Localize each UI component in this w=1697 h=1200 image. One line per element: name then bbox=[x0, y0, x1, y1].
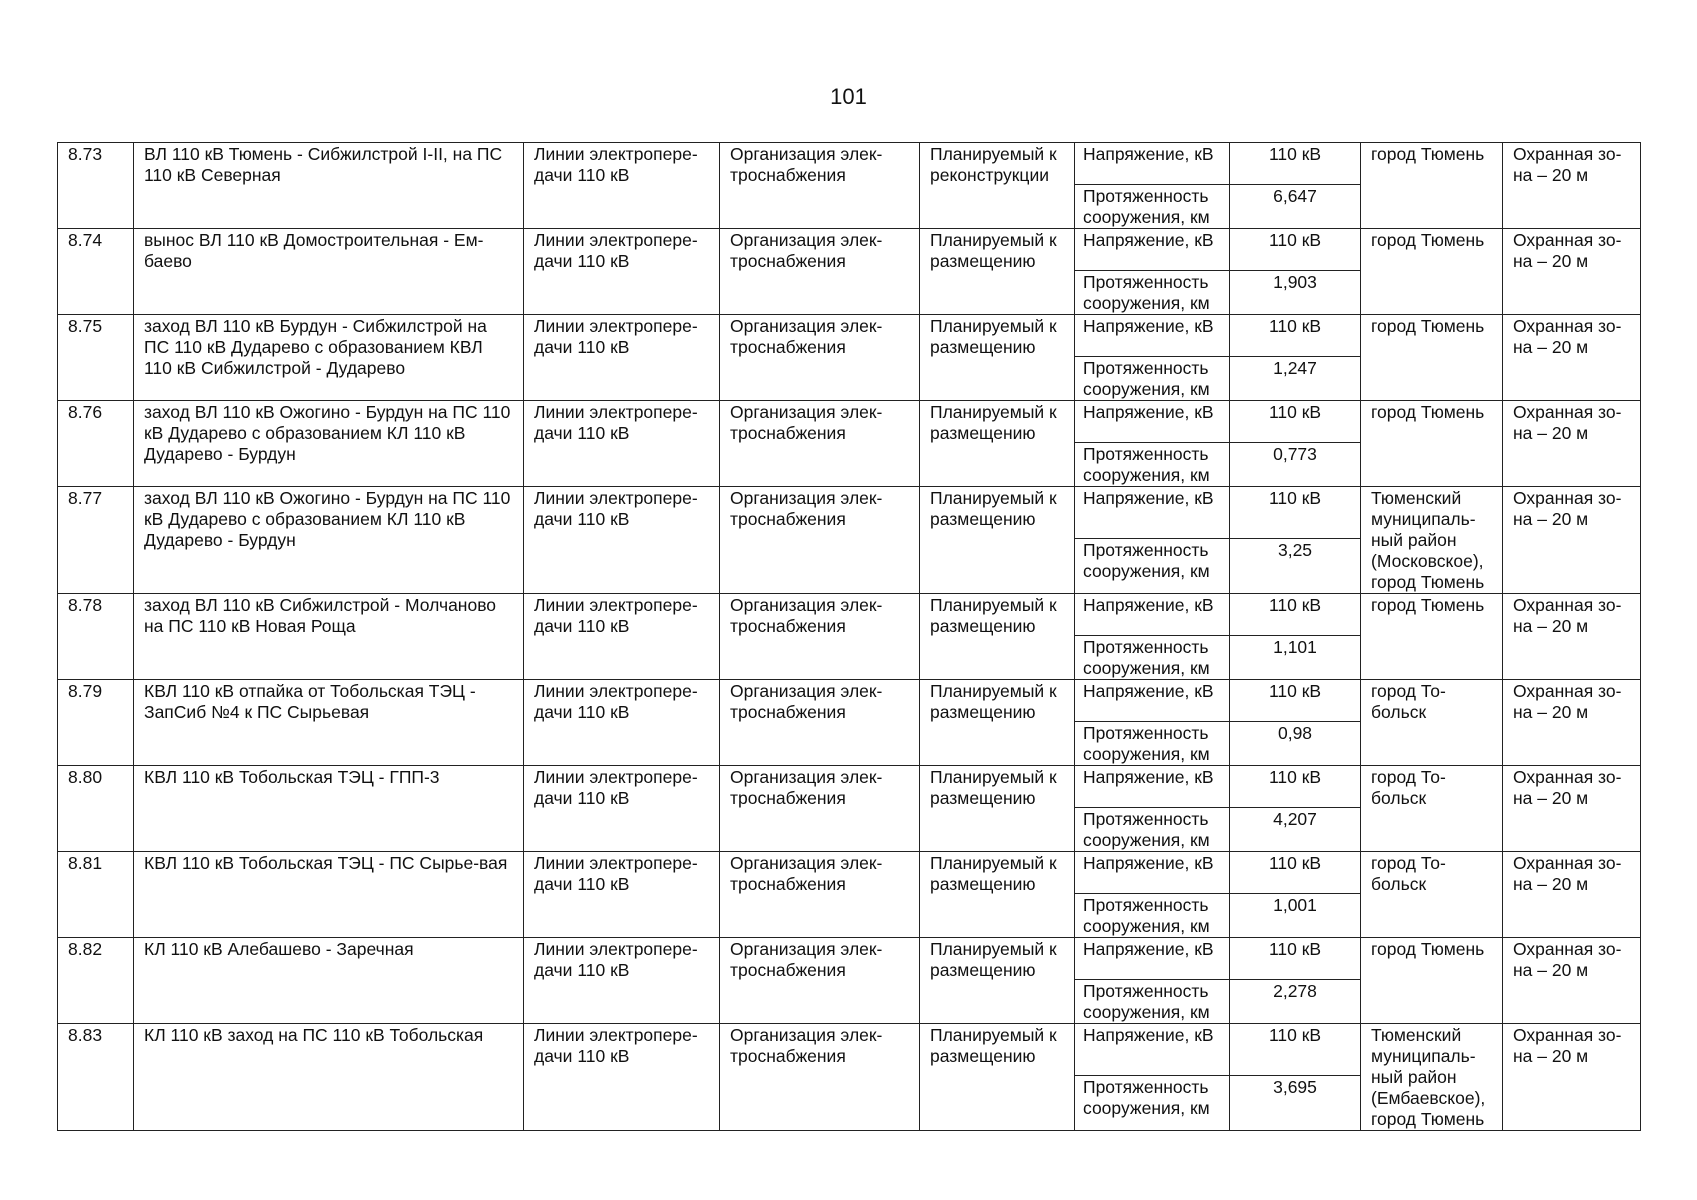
table-row bbox=[58, 852, 1641, 894]
cell-purpose: Организация элек-троснабжения bbox=[720, 852, 920, 938]
cell-voltage-value: 110 кВ bbox=[1230, 1024, 1361, 1076]
cell-length-label: Протяженность сооружения, км bbox=[1075, 357, 1230, 401]
cell-name: КВЛ 110 кВ Тобольская ТЭЦ - ГПП-3 bbox=[134, 766, 524, 852]
cell-voltage-value: 110 кВ bbox=[1230, 852, 1361, 894]
cell-voltage-value: 110 кВ bbox=[1230, 229, 1361, 271]
cell-length-value: 3,25 bbox=[1230, 539, 1361, 594]
cell-name: КЛ 110 кВ заход на ПС 110 кВ Тобольская bbox=[134, 1024, 524, 1131]
cell-purpose: Организация элек-троснабжения bbox=[720, 680, 920, 766]
cell-location: город Тюмень bbox=[1361, 315, 1503, 401]
cell-length-value: 1,001 bbox=[1230, 894, 1361, 938]
cell-type: Линии электропере-дачи 110 кВ bbox=[524, 852, 720, 938]
cell-length-label: Протяженность сооружения, км bbox=[1075, 271, 1230, 315]
cell-type: Линии электропере-дачи 110 кВ bbox=[524, 938, 720, 1024]
cell-length-value: 3,695 bbox=[1230, 1076, 1361, 1131]
cell-purpose: Организация элек-троснабжения bbox=[720, 766, 920, 852]
cell-zone: Охранная зо-на – 20 м bbox=[1503, 229, 1641, 315]
cell-status: Планируемый к размещению bbox=[920, 1024, 1075, 1131]
cell-zone: Охранная зо-на – 20 м bbox=[1503, 1024, 1641, 1131]
cell-voltage-label: Напряжение, кВ bbox=[1075, 766, 1230, 808]
cell-zone: Охранная зо-на – 20 м bbox=[1503, 594, 1641, 680]
cell-num: 8.78 bbox=[58, 594, 134, 680]
cell-status: Планируемый к размещению bbox=[920, 680, 1075, 766]
table-row bbox=[58, 766, 1641, 808]
cell-name: КВЛ 110 кВ Тобольская ТЭЦ - ПС Сырье-вая bbox=[134, 852, 524, 938]
cell-name: заход ВЛ 110 кВ Сибжилстрой - Молчаново на ПС 110 кВ Новая Роща bbox=[134, 594, 524, 680]
cell-status: Планируемый к размещению bbox=[920, 229, 1075, 315]
cell-status: Планируемый к размещению bbox=[920, 315, 1075, 401]
cell-type: Линии электропере-дачи 110 кВ bbox=[524, 143, 720, 229]
cell-type: Линии электропере-дачи 110 кВ bbox=[524, 1024, 720, 1131]
cell-zone: Охранная зо-на – 20 м bbox=[1503, 938, 1641, 1024]
cell-location: город Тюмень bbox=[1361, 594, 1503, 680]
table-row bbox=[58, 401, 1641, 443]
table-row bbox=[58, 487, 1641, 539]
cell-voltage-label: Напряжение, кВ bbox=[1075, 938, 1230, 980]
table-row bbox=[58, 1024, 1641, 1076]
objects-table bbox=[57, 142, 1641, 1131]
cell-zone: Охранная зо-на – 20 м bbox=[1503, 852, 1641, 938]
cell-voltage-value: 110 кВ bbox=[1230, 315, 1361, 357]
page-number: 101 bbox=[830, 84, 867, 109]
cell-length-label: Протяженность сооружения, км bbox=[1075, 1076, 1230, 1131]
cell-num: 8.73 bbox=[58, 143, 134, 229]
cell-location: город Тюмень bbox=[1361, 229, 1503, 315]
cell-length-value: 4,207 bbox=[1230, 808, 1361, 852]
cell-length-value: 1,101 bbox=[1230, 636, 1361, 680]
cell-purpose: Организация элек-троснабжения bbox=[720, 938, 920, 1024]
cell-length-label: Протяженность сооружения, км bbox=[1075, 722, 1230, 766]
cell-zone: Охранная зо-на – 20 м bbox=[1503, 143, 1641, 229]
cell-voltage-value: 110 кВ bbox=[1230, 680, 1361, 722]
cell-length-value: 0,773 bbox=[1230, 443, 1361, 487]
cell-status: Планируемый к размещению bbox=[920, 938, 1075, 1024]
cell-type: Линии электропере-дачи 110 кВ bbox=[524, 680, 720, 766]
cell-status: Планируемый к размещению bbox=[920, 401, 1075, 487]
cell-name: заход ВЛ 110 кВ Бурдун - Сибжилстрой на ПС 110 кВ Дударево с образованием КВЛ 110 кВ Сибжилстрой - Дударево bbox=[134, 315, 524, 401]
table-row bbox=[58, 594, 1641, 636]
cell-voltage-label: Напряжение, кВ bbox=[1075, 680, 1230, 722]
cell-num: 8.81 bbox=[58, 852, 134, 938]
cell-length-value: 0,98 bbox=[1230, 722, 1361, 766]
cell-type: Линии электропере-дачи 110 кВ bbox=[524, 315, 720, 401]
cell-status: Планируемый к размещению bbox=[920, 487, 1075, 594]
table-row bbox=[58, 938, 1641, 980]
cell-num: 8.80 bbox=[58, 766, 134, 852]
cell-voltage-value: 110 кВ bbox=[1230, 938, 1361, 980]
cell-type: Линии электропере-дачи 110 кВ bbox=[524, 401, 720, 487]
cell-name: КЛ 110 кВ Алебашево - Заречная bbox=[134, 938, 524, 1024]
cell-type: Линии электропере-дачи 110 кВ bbox=[524, 229, 720, 315]
cell-voltage-label: Напряжение, кВ bbox=[1075, 143, 1230, 185]
cell-name: ВЛ 110 кВ Тюмень - Сибжилстрой I-II, на ПС 110 кВ Северная bbox=[134, 143, 524, 229]
cell-length-label: Протяженность сооружения, км bbox=[1075, 443, 1230, 487]
cell-voltage-value: 110 кВ bbox=[1230, 401, 1361, 443]
cell-purpose: Организация элек-троснабжения bbox=[720, 229, 920, 315]
cell-voltage-value: 110 кВ bbox=[1230, 487, 1361, 539]
cell-purpose: Организация элек-троснабжения bbox=[720, 315, 920, 401]
cell-voltage-value: 110 кВ bbox=[1230, 143, 1361, 185]
cell-num: 8.83 bbox=[58, 1024, 134, 1131]
cell-zone: Охранная зо-на – 20 м bbox=[1503, 680, 1641, 766]
cell-num: 8.82 bbox=[58, 938, 134, 1024]
cell-voltage-label: Напряжение, кВ bbox=[1075, 315, 1230, 357]
cell-num: 8.77 bbox=[58, 487, 134, 594]
cell-location: Тюменский муниципаль-ный район (Московское), город Тюмень bbox=[1361, 487, 1503, 594]
cell-location: город То-больск bbox=[1361, 766, 1503, 852]
cell-num: 8.75 bbox=[58, 315, 134, 401]
cell-status: Планируемый к размещению bbox=[920, 852, 1075, 938]
cell-status: Планируемый к размещению bbox=[920, 766, 1075, 852]
cell-name: КВЛ 110 кВ отпайка от Тобольская ТЭЦ - ЗапСиб №4 к ПС Сырьевая bbox=[134, 680, 524, 766]
cell-num: 8.79 bbox=[58, 680, 134, 766]
cell-zone: Охранная зо-на – 20 м bbox=[1503, 766, 1641, 852]
cell-voltage-label: Напряжение, кВ bbox=[1075, 487, 1230, 539]
cell-type: Линии электропере-дачи 110 кВ bbox=[524, 766, 720, 852]
table-row bbox=[58, 315, 1641, 357]
cell-location: город Тюмень bbox=[1361, 143, 1503, 229]
cell-purpose: Организация элек-троснабжения bbox=[720, 594, 920, 680]
cell-voltage-label: Напряжение, кВ bbox=[1075, 852, 1230, 894]
cell-purpose: Организация элек-троснабжения bbox=[720, 1024, 920, 1131]
cell-length-label: Протяженность сооружения, км bbox=[1075, 808, 1230, 852]
cell-location: город Тюмень bbox=[1361, 938, 1503, 1024]
cell-voltage-value: 110 кВ bbox=[1230, 594, 1361, 636]
cell-name: заход ВЛ 110 кВ Ожогино - Бурдун на ПС 110 кВ Дударево с образованием КЛ 110 кВ Дударево - Бурдун bbox=[134, 487, 524, 594]
cell-voltage-label: Напряжение, кВ bbox=[1075, 401, 1230, 443]
cell-length-label: Протяженность сооружения, км bbox=[1075, 539, 1230, 594]
cell-length-label: Протяженность сооружения, км bbox=[1075, 980, 1230, 1024]
cell-purpose: Организация элек-троснабжения bbox=[720, 401, 920, 487]
cell-length-value: 6,647 bbox=[1230, 185, 1361, 229]
cell-location: Тюменский муниципаль-ный район (Ембаевское), город Тюмень bbox=[1361, 1024, 1503, 1131]
cell-length-label: Протяженность сооружения, км bbox=[1075, 636, 1230, 680]
cell-status: Планируемый к размещению bbox=[920, 594, 1075, 680]
cell-voltage-label: Напряжение, кВ bbox=[1075, 1024, 1230, 1076]
cell-num: 8.74 bbox=[58, 229, 134, 315]
cell-length-value: 1,247 bbox=[1230, 357, 1361, 401]
cell-name: вынос ВЛ 110 кВ Домостроительная - Ем-баево bbox=[134, 229, 524, 315]
cell-voltage-label: Напряжение, кВ bbox=[1075, 229, 1230, 271]
cell-zone: Охранная зо-на – 20 м bbox=[1503, 401, 1641, 487]
table-row bbox=[58, 680, 1641, 722]
cell-location: город То-больск bbox=[1361, 852, 1503, 938]
cell-length-value: 1,903 bbox=[1230, 271, 1361, 315]
cell-num: 8.76 bbox=[58, 401, 134, 487]
cell-purpose: Организация элек-троснабжения bbox=[720, 143, 920, 229]
table-row bbox=[58, 229, 1641, 271]
cell-voltage-value: 110 кВ bbox=[1230, 766, 1361, 808]
cell-name: заход ВЛ 110 кВ Ожогино - Бурдун на ПС 110 кВ Дударево с образованием КЛ 110 кВ Дударево - Бурдун bbox=[134, 401, 524, 487]
table-body bbox=[58, 143, 1641, 1131]
cell-length-label: Протяженность сооружения, км bbox=[1075, 894, 1230, 938]
cell-zone: Охранная зо-на – 20 м bbox=[1503, 315, 1641, 401]
cell-status: Планируемый к реконструкции bbox=[920, 143, 1075, 229]
cell-location: город То-больск bbox=[1361, 680, 1503, 766]
cell-location: город Тюмень bbox=[1361, 401, 1503, 487]
cell-length-label: Протяженность сооружения, км bbox=[1075, 185, 1230, 229]
cell-zone: Охранная зо-на – 20 м bbox=[1503, 487, 1641, 594]
cell-type: Линии электропере-дачи 110 кВ bbox=[524, 594, 720, 680]
table-row bbox=[58, 143, 1641, 185]
cell-voltage-label: Напряжение, кВ bbox=[1075, 594, 1230, 636]
cell-length-value: 2,278 bbox=[1230, 980, 1361, 1024]
cell-purpose: Организация элек-троснабжения bbox=[720, 487, 920, 594]
cell-type: Линии электропере-дачи 110 кВ bbox=[524, 487, 720, 594]
